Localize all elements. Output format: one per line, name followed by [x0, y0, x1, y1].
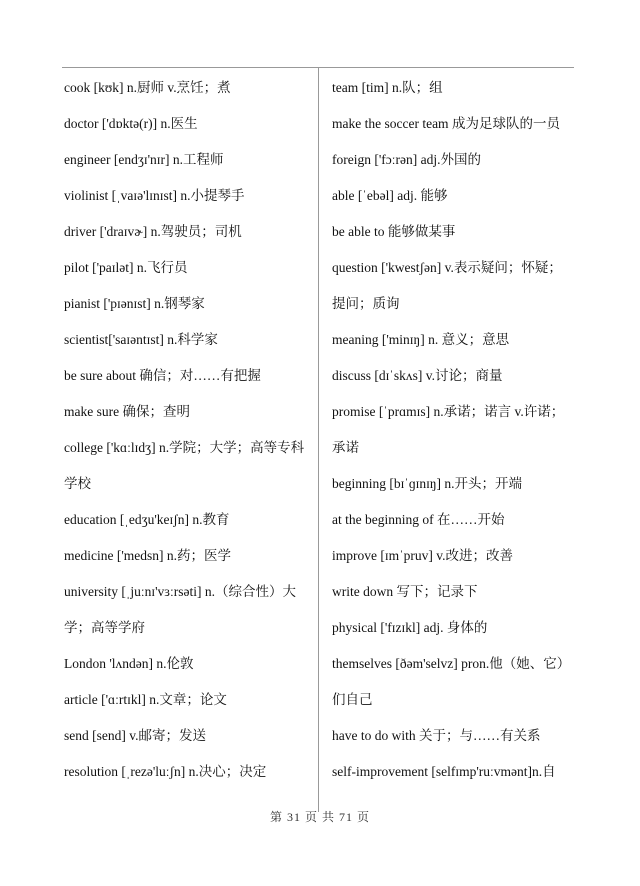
- vocab-line: violinist [ˌvaɪə'lɪnɪst] n.小提琴手: [64, 188, 245, 203]
- left-column: [64, 70, 314, 790]
- vocab-line: have to do with 关于；与……有关系: [332, 728, 541, 743]
- vocab-line: self-improvement [selfɪmp'ruːvmənt]n.自: [332, 764, 556, 779]
- vocab-line: scientist['saɪəntɪst] n.科学家: [64, 332, 218, 347]
- vocab-line: make the soccer team 成为足球队的一员: [332, 116, 560, 131]
- vocab-line: make sure 确保；查明: [64, 404, 190, 419]
- column-divider: [318, 67, 319, 812]
- page-number-footer: 第 31 页 共 71 页: [269, 810, 370, 824]
- vocab-line: be able to 能够做某事: [332, 224, 456, 239]
- vocab-line: discuss [dɪˈskʌs] v.讨论；商量: [332, 368, 503, 383]
- vocab-line: improve [ɪmˈpruv] v.改进；改善: [332, 548, 513, 563]
- vocab-line: promise [ˈprɑmɪs] n.承诺；诺言 v.许诺；: [332, 404, 565, 419]
- vocab-line: themselves [ðəm'selvz] pron.他（她、它）: [332, 656, 571, 671]
- vocab-line: foreign ['fɔːrən] adj.外国的: [332, 152, 482, 167]
- vocab-line: 们自己: [332, 692, 373, 707]
- vocab-line: education [ˌedʒu'keɪʃn] n.教育: [64, 512, 230, 527]
- right-column: [332, 70, 577, 790]
- vocab-line: driver ['draɪvɚ] n.驾驶员；司机: [64, 224, 242, 239]
- vocab-line: 提问；质询: [332, 296, 400, 311]
- vocab-line: write down 写下；记录下: [332, 584, 478, 599]
- vocab-line: doctor ['dɒktə(r)] n.医生: [64, 116, 198, 131]
- vocab-line: meaning ['minɪŋ] n. 意义；意思: [332, 332, 510, 347]
- vocab-line: able [ˈebəl] adj. 能够: [332, 188, 448, 203]
- vocab-line: 学校: [64, 476, 91, 491]
- vocab-line: physical ['fɪzɪkl] adj. 身体的: [332, 620, 488, 635]
- vocab-line: beginning [bɪˈɡɪnɪŋ] n.开头；开端: [332, 476, 523, 491]
- vocab-line: cook [kʊk] n.厨师 v.烹饪；煮: [64, 80, 231, 95]
- vocab-line: 学；高等学府: [64, 620, 145, 635]
- vocab-line: resolution [ˌrezə'luːʃn] n.决心；决定: [64, 764, 267, 779]
- vocab-line: university [ˌjuːnɪ'vɜːrsəti] n.（综合性）大: [64, 584, 296, 599]
- vocab-line: send [send] v.邮寄；发送: [64, 728, 206, 743]
- vocab-line: 承诺: [332, 440, 359, 455]
- vocab-line: college ['kɑːlɪdʒ] n.学院；大学；高等专科: [64, 440, 305, 455]
- vocab-line: pianist ['pɪənɪst] n.钢琴家: [64, 296, 205, 311]
- vocab-line: pilot ['paɪlət] n.飞行员: [64, 260, 188, 275]
- vocab-line: at the beginning of 在……开始: [332, 512, 505, 527]
- vocab-line: medicine ['medsn] n.药；医学: [64, 548, 232, 563]
- vocab-line: London 'lʌndən] n.伦敦: [64, 656, 194, 671]
- vocab-line: team [tim] n.队；组: [332, 80, 443, 95]
- vocab-line: engineer [endʒɪ'nɪr] n.工程师: [64, 152, 224, 167]
- vocab-line: be sure about 确信；对……有把握: [64, 368, 261, 383]
- vocab-line: question ['kwestʃən] v.表示疑问；怀疑；: [332, 260, 562, 275]
- vocab-line: article ['ɑːrtɪkl] n.文章；论文: [64, 692, 227, 707]
